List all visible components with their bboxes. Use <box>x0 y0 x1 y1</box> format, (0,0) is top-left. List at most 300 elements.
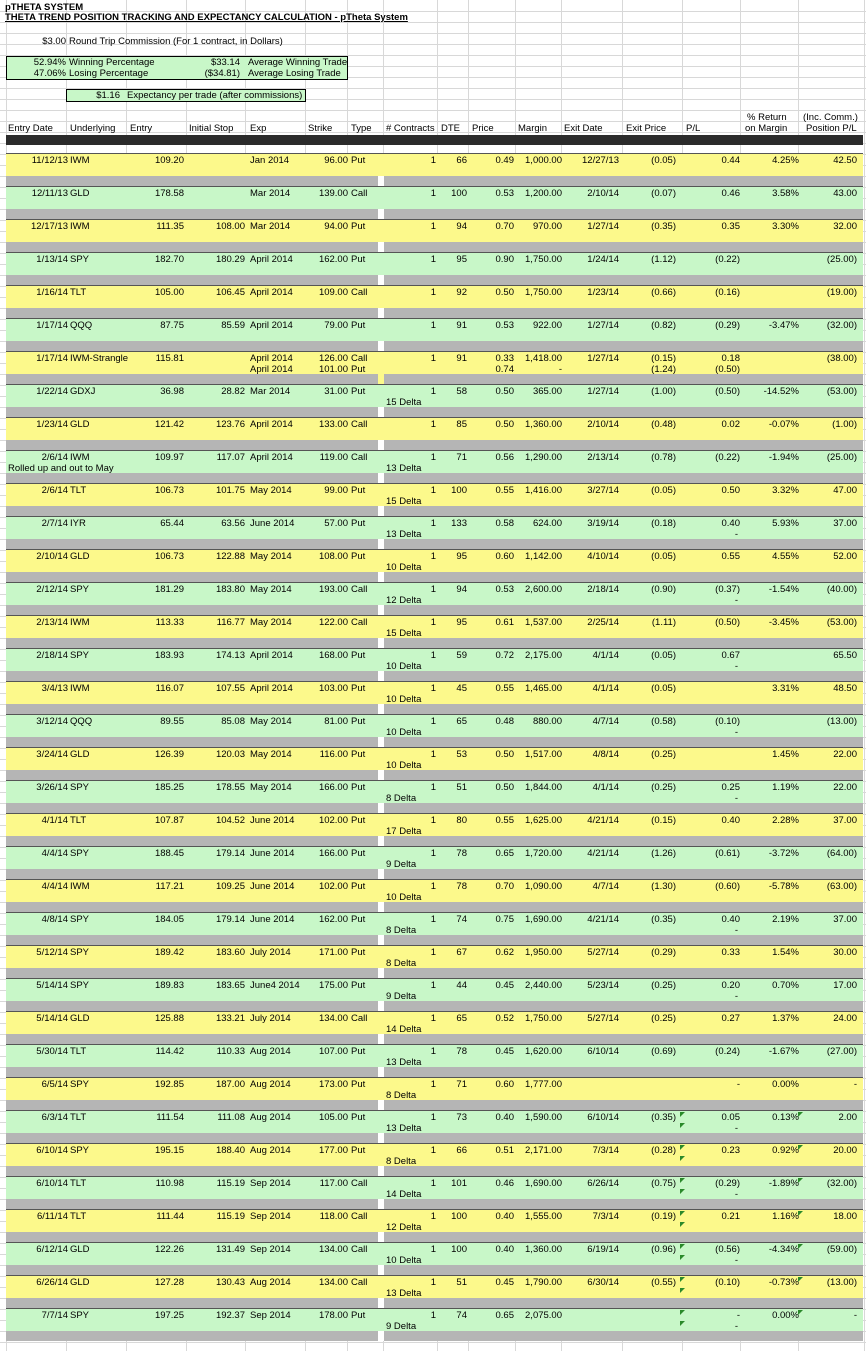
cell-initial-stop[interactable]: 110.33 <box>216 1046 245 1057</box>
cell-entry-date[interactable]: 3/4/13 <box>41 683 68 694</box>
cell-exit-price[interactable]: (0.48) <box>651 419 676 430</box>
cell-entry[interactable]: 178.58 <box>154 188 184 199</box>
cell-contracts[interactable]: 1 <box>430 584 436 595</box>
cell-exit-date[interactable]: 2/10/14 <box>587 419 619 430</box>
table-row[interactable] <box>6 1011 863 1044</box>
cell-entry-date[interactable]: 6/26/14 <box>36 1277 68 1288</box>
cell-entry[interactable]: 111.35 <box>156 221 184 232</box>
cell-dte[interactable]: 100 <box>451 188 467 199</box>
cell-dte[interactable]: 53 <box>456 749 467 760</box>
comment-indicator-icon[interactable] <box>798 1145 803 1150</box>
cell-pl-secondary[interactable]: - <box>734 1123 738 1134</box>
cell-delta[interactable]: 8 Delta <box>386 925 417 936</box>
cell-contracts[interactable]: 1 <box>430 716 436 727</box>
cell-entry[interactable]: 197.25 <box>154 1310 184 1321</box>
cell-exit-date[interactable]: 4/21/14 <box>587 914 619 925</box>
cell-price[interactable]: 0.53 <box>495 320 514 331</box>
cell-price[interactable]: 0.70 <box>495 881 514 892</box>
cell-strike[interactable]: 177.00 <box>318 1145 348 1156</box>
comment-indicator-icon[interactable] <box>798 1211 803 1216</box>
cell-exit-date[interactable]: 2/13/14 <box>587 452 619 463</box>
cell-entry[interactable]: 106.73 <box>154 551 184 562</box>
cell-delta[interactable]: 13 Delta <box>386 1123 422 1134</box>
table-row[interactable] <box>6 1209 863 1242</box>
cell-initial-stop[interactable]: 183.80 <box>215 584 245 595</box>
cell-entry-date[interactable]: 4/4/14 <box>41 848 68 859</box>
cell-position-pl[interactable]: 43.00 <box>833 188 857 199</box>
cell-pl-secondary[interactable]: - <box>734 1255 738 1266</box>
cell-price[interactable]: 0.65 <box>495 1310 514 1321</box>
cell-pl-secondary[interactable]: - <box>734 661 738 672</box>
cell-strike[interactable]: 108.00 <box>318 551 348 562</box>
cell-position-pl[interactable]: - <box>853 1079 857 1090</box>
cell-exp[interactable]: Sep 2014 <box>250 1211 291 1222</box>
cell-on-margin[interactable]: 3.31% <box>772 683 799 694</box>
cell-entry-date[interactable]: 5/30/14 <box>36 1046 68 1057</box>
cell-position-pl[interactable]: (27.00) <box>826 1046 857 1057</box>
cell-price[interactable]: 0.60 <box>495 1079 514 1090</box>
cell-margin[interactable]: 365.00 <box>532 386 562 397</box>
cell-strike[interactable]: 122.00 <box>318 617 348 628</box>
cell-underlying[interactable]: SPY <box>70 1310 90 1321</box>
cell-pl[interactable]: 0.27 <box>721 1013 740 1024</box>
cell-dte[interactable]: 59 <box>456 650 467 661</box>
cell-position-pl[interactable]: - <box>853 1310 857 1321</box>
cell-type[interactable]: Put <box>351 848 366 859</box>
cell-type[interactable]: Put <box>351 320 366 331</box>
cell-contracts[interactable]: 1 <box>430 485 436 496</box>
cell-entry[interactable]: 87.75 <box>160 320 184 331</box>
cell-exp[interactable]: April 2014 <box>250 320 293 331</box>
cell-margin[interactable]: 1,360.00 <box>525 1244 562 1255</box>
cell-underlying[interactable]: IYR <box>70 518 86 529</box>
cell-entry-date[interactable]: 1/13/14 <box>36 254 68 265</box>
cell-dte[interactable]: 71 <box>456 1079 467 1090</box>
cell-price[interactable]: 0.45 <box>495 1277 514 1288</box>
cell-type[interactable]: Put <box>351 881 366 892</box>
cell-position-pl[interactable]: 37.00 <box>833 815 857 826</box>
cell-underlying[interactable]: SPY <box>70 1145 90 1156</box>
cell-type[interactable]: Put <box>351 749 366 760</box>
cell-exit-price[interactable]: (0.05) <box>651 155 676 166</box>
cell-price[interactable]: 0.50 <box>495 749 514 760</box>
cell-delta[interactable]: 8 Delta <box>386 1156 417 1167</box>
cell-initial-stop[interactable]: 107.55 <box>215 683 245 694</box>
cell-underlying[interactable]: TLT <box>70 1112 87 1123</box>
table-row[interactable] <box>6 714 863 747</box>
cell-exp[interactable]: May 2014 <box>250 551 292 562</box>
cell-dte[interactable]: 58 <box>456 386 467 397</box>
cell-exit-price[interactable]: (1.11) <box>651 617 676 628</box>
table-row[interactable] <box>6 747 863 780</box>
comment-indicator-icon[interactable] <box>680 1145 685 1150</box>
cell-underlying[interactable]: GDXJ <box>70 386 96 397</box>
cell-strike[interactable]: 139.00 <box>318 188 348 199</box>
cell-contracts[interactable]: 1 <box>430 518 436 529</box>
cell-pl[interactable]: 0.55 <box>721 551 740 562</box>
cell-position-pl[interactable]: 47.00 <box>833 485 857 496</box>
cell-exit-date[interactable]: 4/1/14 <box>592 683 619 694</box>
cell-exit-date[interactable]: 1/24/14 <box>587 254 619 265</box>
cell-margin[interactable]: 1,465.00 <box>525 683 562 694</box>
cell-margin[interactable]: 1,777.00 <box>525 1079 562 1090</box>
cell-contracts[interactable]: 1 <box>430 1277 436 1288</box>
cell-dte[interactable]: 91 <box>456 320 467 331</box>
cell-entry-date[interactable]: 1/16/14 <box>36 287 68 298</box>
cell-exit-price[interactable]: (0.18) <box>651 518 676 529</box>
cell-contracts[interactable]: 1 <box>430 155 436 166</box>
comment-indicator-icon[interactable] <box>680 1211 685 1216</box>
cell-type[interactable]: Call <box>351 353 368 364</box>
cell-dte[interactable]: 66 <box>456 1145 467 1156</box>
cell-entry[interactable]: 181.29 <box>154 584 184 595</box>
cell-price[interactable]: 0.60 <box>495 551 514 562</box>
cell-exp[interactable]: April 2014 <box>250 254 293 265</box>
cell-delta[interactable]: 13 Delta <box>386 463 422 474</box>
cell-position-pl[interactable]: (25.00) <box>826 452 857 463</box>
cell-delta[interactable]: 10 Delta <box>386 1255 422 1266</box>
comment-indicator-icon[interactable] <box>680 1178 685 1183</box>
cell-contracts[interactable]: 1 <box>430 452 436 463</box>
cell-contracts[interactable]: 1 <box>430 782 436 793</box>
cell-delta[interactable]: 10 Delta <box>386 892 422 903</box>
cell-entry-date[interactable]: 1/17/14 <box>36 353 68 364</box>
cell-type[interactable]: Call <box>351 1244 368 1255</box>
cell-strike[interactable]: 134.00 <box>318 1244 348 1255</box>
table-row[interactable] <box>6 1077 863 1110</box>
cell-price[interactable]: 0.49 <box>495 155 514 166</box>
cell-on-margin[interactable]: 2.19% <box>772 914 799 925</box>
cell-line2-margin[interactable]: - <box>558 364 562 375</box>
cell-type[interactable]: Call <box>351 617 368 628</box>
cell-position-pl[interactable]: (13.00) <box>826 716 857 727</box>
cell-pl[interactable]: 0.02 <box>721 419 740 430</box>
cell-pl-secondary[interactable]: - <box>734 1321 738 1332</box>
cell-on-margin[interactable]: 1.54% <box>772 947 799 958</box>
cell-delta[interactable]: 9 Delta <box>386 991 417 1002</box>
cell-exit-date[interactable]: 6/30/14 <box>587 1277 619 1288</box>
table-row[interactable] <box>6 1308 863 1341</box>
cell-underlying[interactable]: SPY <box>70 947 90 958</box>
cell-exp[interactable]: April 2014 <box>250 287 293 298</box>
cell-margin[interactable]: 1,690.00 <box>525 914 562 925</box>
cell-initial-stop[interactable]: 116.77 <box>216 617 245 628</box>
cell-pl[interactable]: (0.50) <box>715 386 740 397</box>
cell-underlying[interactable]: SPY <box>70 1079 90 1090</box>
cell-contracts[interactable]: 1 <box>430 848 436 859</box>
table-row[interactable] <box>6 582 863 615</box>
cell-type[interactable]: Put <box>351 1145 366 1156</box>
cell-exit-price[interactable]: (0.96) <box>651 1244 676 1255</box>
cell-exit-date[interactable]: 3/19/14 <box>587 518 619 529</box>
cell-position-pl[interactable]: (40.00) <box>826 584 857 595</box>
cell-exp[interactable]: Sep 2014 <box>250 1178 291 1189</box>
cell-price[interactable]: 0.48 <box>495 716 514 727</box>
cell-type[interactable]: Call <box>351 1178 368 1189</box>
cell-entry[interactable]: 107.87 <box>154 815 184 826</box>
comment-indicator-icon[interactable] <box>798 1112 803 1117</box>
cell-on-margin[interactable]: -3.45% <box>768 617 799 628</box>
cell-exit-price[interactable]: (0.29) <box>651 947 676 958</box>
cell-exit-date[interactable]: 1/23/14 <box>587 287 619 298</box>
cell-entry-date[interactable]: 6/11/14 <box>37 1211 68 1222</box>
cell-price[interactable]: 0.52 <box>495 1013 514 1024</box>
cell-delta[interactable]: 10 Delta <box>386 694 422 705</box>
cell-underlying[interactable]: GLD <box>70 1277 90 1288</box>
cell-initial-stop[interactable]: 120.03 <box>215 749 245 760</box>
cell-position-pl[interactable]: 42.50 <box>833 155 857 166</box>
cell-strike[interactable]: 166.00 <box>318 848 348 859</box>
cell-on-margin[interactable]: 4.55% <box>772 551 799 562</box>
cell-entry-date[interactable]: 5/14/14 <box>36 1013 68 1024</box>
cell-entry[interactable]: 185.25 <box>154 782 184 793</box>
cell-dte[interactable]: 100 <box>451 485 467 496</box>
cell-contracts[interactable]: 1 <box>430 1046 436 1057</box>
cell-underlying[interactable]: SPY <box>70 782 90 793</box>
cell-initial-stop[interactable]: 122.88 <box>215 551 245 562</box>
cell-strike[interactable]: 94.00 <box>324 221 348 232</box>
cell-underlying[interactable]: TLT <box>70 287 87 298</box>
cell-price[interactable]: 0.33 <box>495 353 514 364</box>
cell-price[interactable]: 0.50 <box>495 386 514 397</box>
cell-contracts[interactable]: 1 <box>430 221 436 232</box>
cell-dte[interactable]: 133 <box>451 518 467 529</box>
comment-indicator-icon[interactable] <box>798 1178 803 1183</box>
cell-exit-date[interactable]: 1/27/14 <box>587 221 619 232</box>
cell-price[interactable]: 0.50 <box>495 419 514 430</box>
cell-position-pl[interactable]: 22.00 <box>833 749 857 760</box>
cell-initial-stop[interactable]: 28.82 <box>221 386 245 397</box>
cell-margin[interactable]: 1,142.00 <box>525 551 562 562</box>
cell-type[interactable]: Put <box>351 485 366 496</box>
cell-price[interactable]: 0.46 <box>495 1178 514 1189</box>
cell-entry-date[interactable]: 6/12/14 <box>36 1244 68 1255</box>
cell-on-margin[interactable]: -14.52% <box>763 386 799 397</box>
cell-strike[interactable]: 173.00 <box>318 1079 348 1090</box>
cell-exp[interactable]: May 2014 <box>250 716 292 727</box>
cell-on-margin[interactable]: -1.94% <box>768 452 799 463</box>
cell-contracts[interactable]: 1 <box>430 947 436 958</box>
cell-entry-date[interactable]: 3/24/14 <box>36 749 68 760</box>
cell-underlying[interactable]: IWM <box>70 683 90 694</box>
table-row[interactable] <box>6 483 863 516</box>
cell-on-margin[interactable]: -4.34% <box>768 1244 799 1255</box>
cell-delta[interactable]: 12 Delta <box>386 1222 422 1233</box>
cell-exp[interactable]: April 2014 <box>250 419 293 430</box>
cell-position-pl[interactable]: (32.00) <box>826 1178 857 1189</box>
cell-margin[interactable]: 1,418.00 <box>525 353 562 364</box>
cell-line2-exp[interactable]: April 2014 <box>250 364 293 375</box>
cell-exit-date[interactable]: 6/26/14 <box>587 1178 619 1189</box>
cell-dte[interactable]: 100 <box>451 1211 467 1222</box>
cell-dte[interactable]: 67 <box>456 947 467 958</box>
cell-exp[interactable]: April 2014 <box>250 650 293 661</box>
cell-margin[interactable]: 1,690.00 <box>525 1178 562 1189</box>
cell-type[interactable]: Put <box>351 155 366 166</box>
cell-exit-date[interactable]: 1/27/14 <box>587 320 619 331</box>
cell-type[interactable]: Call <box>351 1277 368 1288</box>
cell-exit-price[interactable]: (1.12) <box>651 254 676 265</box>
cell-position-pl[interactable]: (59.00) <box>826 1244 857 1255</box>
cell-contracts[interactable]: 1 <box>430 617 436 628</box>
cell-margin[interactable]: 1,750.00 <box>525 254 562 265</box>
cell-exp[interactable]: Aug 2014 <box>250 1277 291 1288</box>
cell-dte[interactable]: 73 <box>456 1112 467 1123</box>
cell-exp[interactable]: Aug 2014 <box>250 1112 291 1123</box>
comment-indicator-icon[interactable] <box>680 1288 685 1293</box>
cell-contracts[interactable]: 1 <box>430 683 436 694</box>
cell-dte[interactable]: 100 <box>451 1244 467 1255</box>
cell-on-margin[interactable]: 5.93% <box>772 518 799 529</box>
cell-line2-price[interactable]: 0.74 <box>495 364 514 375</box>
cell-on-margin[interactable]: -1.67% <box>768 1046 799 1057</box>
cell-contracts[interactable]: 1 <box>430 320 436 331</box>
cell-type[interactable]: Call <box>351 287 368 298</box>
cell-exp[interactable]: Aug 2014 <box>250 1079 291 1090</box>
cell-margin[interactable]: 1,790.00 <box>525 1277 562 1288</box>
cell-underlying[interactable]: IWM <box>70 881 90 892</box>
cell-entry[interactable]: 89.55 <box>160 716 184 727</box>
cell-strike[interactable]: 133.00 <box>318 419 348 430</box>
cell-margin[interactable]: 880.00 <box>532 716 562 727</box>
cell-entry-date[interactable]: 4/1/14 <box>41 815 68 826</box>
cell-delta[interactable]: 10 Delta <box>386 727 422 738</box>
cell-position-pl[interactable]: (38.00) <box>826 353 857 364</box>
cell-entry-date[interactable]: 1/22/14 <box>36 386 68 397</box>
cell-initial-stop[interactable]: 115.19 <box>216 1211 245 1222</box>
cell-position-pl[interactable]: 65.50 <box>833 650 857 661</box>
cell-margin[interactable]: 1,950.00 <box>525 947 562 958</box>
cell-margin[interactable]: 1,200.00 <box>525 188 562 199</box>
cell-exit-date[interactable]: 4/21/14 <box>587 848 619 859</box>
cell-exp[interactable]: June 2014 <box>250 914 295 925</box>
cell-price[interactable]: 0.40 <box>495 1112 514 1123</box>
cell-initial-stop[interactable]: 178.55 <box>215 782 245 793</box>
cell-position-pl[interactable]: 18.00 <box>833 1211 857 1222</box>
cell-entry[interactable]: 111.44 <box>156 1211 184 1222</box>
cell-delta[interactable]: 8 Delta <box>386 1090 417 1101</box>
cell-strike[interactable]: 162.00 <box>318 914 348 925</box>
cell-margin[interactable]: 1,620.00 <box>525 1046 562 1057</box>
cell-exit-price[interactable]: (0.15) <box>651 815 676 826</box>
cell-initial-stop[interactable]: 109.25 <box>215 881 245 892</box>
cell-dte[interactable]: 95 <box>456 551 467 562</box>
cell-strike[interactable]: 107.00 <box>318 1046 348 1057</box>
cell-contracts[interactable]: 1 <box>430 353 436 364</box>
cell-strike[interactable]: 102.00 <box>318 881 348 892</box>
cell-initial-stop[interactable]: 85.59 <box>221 320 245 331</box>
cell-delta[interactable]: 9 Delta <box>386 859 417 870</box>
cell-dte[interactable]: 71 <box>456 452 467 463</box>
cell-delta[interactable]: 9 Delta <box>386 1321 417 1332</box>
cell-entry-date[interactable]: 4/8/14 <box>41 914 68 925</box>
table-row[interactable] <box>6 417 863 450</box>
cell-exit-date[interactable]: 6/10/14 <box>587 1046 619 1057</box>
cell-contracts[interactable]: 1 <box>430 551 436 562</box>
cell-underlying[interactable]: GLD <box>70 551 90 562</box>
cell-margin[interactable]: 2,175.00 <box>525 650 562 661</box>
cell-pl[interactable]: 0.35 <box>721 221 740 232</box>
cell-delta[interactable]: 8 Delta <box>386 793 417 804</box>
table-row[interactable] <box>6 219 863 252</box>
cell-delta[interactable]: 10 Delta <box>386 760 422 771</box>
cell-contracts[interactable]: 1 <box>430 1310 436 1321</box>
cell-price[interactable]: 0.55 <box>495 683 514 694</box>
cell-exit-date[interactable]: 4/8/14 <box>592 749 619 760</box>
cell-exp[interactable]: May 2014 <box>250 584 292 595</box>
cell-type[interactable]: Put <box>351 1079 366 1090</box>
table-row[interactable] <box>6 351 863 384</box>
cell-entry[interactable]: 113.33 <box>155 617 184 628</box>
cell-position-pl[interactable]: 37.00 <box>833 914 857 925</box>
cell-position-pl[interactable]: 20.00 <box>833 1145 857 1156</box>
cell-exp[interactable]: Sep 2014 <box>250 1244 291 1255</box>
cell-delta[interactable]: 14 Delta <box>386 1189 422 1200</box>
cell-contracts[interactable]: 1 <box>430 815 436 826</box>
cell-underlying[interactable]: TLT <box>70 1046 87 1057</box>
cell-price[interactable]: 0.65 <box>495 848 514 859</box>
cell-price[interactable]: 0.40 <box>495 1244 514 1255</box>
cell-strike[interactable]: 168.00 <box>318 650 348 661</box>
cell-delta[interactable]: 12 Delta <box>386 595 422 606</box>
cell-exit-price[interactable]: (0.35) <box>651 914 676 925</box>
cell-delta[interactable]: 10 Delta <box>386 661 422 672</box>
cell-entry[interactable]: 117.21 <box>155 881 184 892</box>
cell-on-margin[interactable]: 0.70% <box>772 980 799 991</box>
cell-position-pl[interactable]: 24.00 <box>833 1013 857 1024</box>
cell-initial-stop[interactable]: 123.76 <box>215 419 245 430</box>
cell-exit-price[interactable]: (0.25) <box>651 980 676 991</box>
cell-exit-price[interactable]: (0.35) <box>651 1112 676 1123</box>
cell-entry-date[interactable]: 1/23/14 <box>36 419 68 430</box>
cell-entry-date[interactable]: 3/12/14 <box>36 716 68 727</box>
cell-exp[interactable]: June 2014 <box>250 881 295 892</box>
comment-indicator-icon[interactable] <box>798 1277 803 1282</box>
cell-position-pl[interactable]: 17.00 <box>833 980 857 991</box>
cell-entry[interactable]: 115.81 <box>155 353 184 364</box>
cell-position-pl[interactable]: 30.00 <box>833 947 857 958</box>
table-row[interactable] <box>6 549 863 582</box>
cell-entry-date[interactable]: 11/12/13 <box>31 155 68 166</box>
cell-dte[interactable]: 95 <box>456 617 467 628</box>
cell-underlying[interactable]: SPY <box>70 254 90 265</box>
cell-pl[interactable]: 0.40 <box>721 815 740 826</box>
cell-exp[interactable]: Mar 2014 <box>250 188 291 199</box>
cell-position-pl[interactable]: (64.00) <box>826 848 857 859</box>
cell-initial-stop[interactable]: 101.75 <box>215 485 245 496</box>
cell-strike[interactable]: 171.00 <box>318 947 348 958</box>
cell-contracts[interactable]: 1 <box>430 1211 436 1222</box>
cell-exit-price[interactable]: (0.28) <box>651 1145 676 1156</box>
cell-strike[interactable]: 103.00 <box>318 683 348 694</box>
cell-type[interactable]: Call <box>351 452 368 463</box>
cell-initial-stop[interactable]: 179.14 <box>215 848 245 859</box>
cell-strike[interactable]: 79.00 <box>324 320 348 331</box>
cell-position-pl[interactable]: (13.00) <box>826 1277 857 1288</box>
cell-delta[interactable]: 17 Delta <box>386 826 422 837</box>
cell-pl[interactable]: (0.22) <box>715 254 740 265</box>
cell-entry[interactable]: 121.42 <box>154 419 184 430</box>
cell-exit-price[interactable]: (0.78) <box>651 452 676 463</box>
commission-value[interactable]: $3.00 <box>42 36 66 47</box>
cell-exit-date[interactable]: 4/1/14 <box>592 650 619 661</box>
cell-pl-secondary[interactable]: - <box>734 991 738 1002</box>
cell-contracts[interactable]: 1 <box>430 386 436 397</box>
cell-exp[interactable]: July 2014 <box>250 1013 291 1024</box>
cell-initial-stop[interactable]: 183.65 <box>215 980 245 991</box>
cell-on-margin[interactable]: 1.37% <box>772 1013 799 1024</box>
cell-type[interactable]: Put <box>351 980 366 991</box>
